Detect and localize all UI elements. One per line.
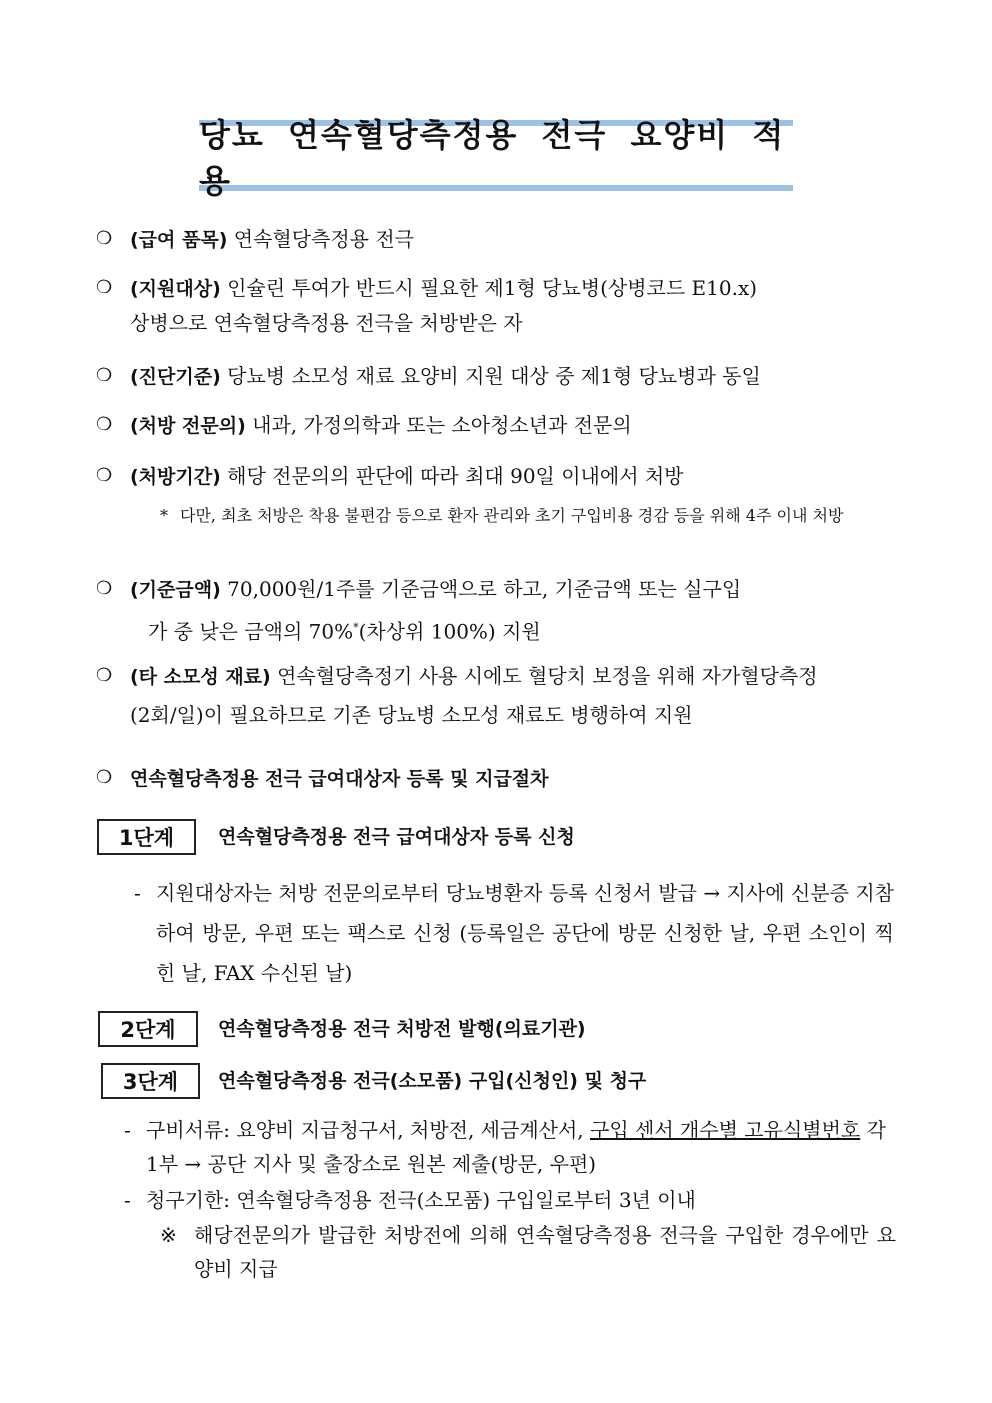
item-continuation-b: (차상위 100%) 지원 bbox=[358, 619, 541, 644]
item-label: (기준금액) bbox=[130, 579, 221, 601]
step-3-badge bbox=[101, 1063, 200, 1099]
footnote-text: 다만, 최초 처방은 착용 불편감 등으로 환자 관리와 초기 구입비용 경감 등을 위해 4주 이내 처방 bbox=[180, 506, 844, 525]
item-label: (진단기준) bbox=[130, 366, 221, 388]
item-text: 인슐린 투여가 반드시 필요한 제1형 당뇨병(상병코드 E10.x) bbox=[227, 276, 758, 300]
item-text: 연속혈당측정기 사용 시에도 혈당치 보정을 위해 자가혈당측정 bbox=[277, 664, 818, 688]
step-3-label: 3단계 bbox=[122, 1070, 179, 1094]
list-item bbox=[96, 459, 898, 494]
step-3-note bbox=[160, 1218, 896, 1286]
item-text: 당뇨병 소모성 재료 요양비 지원 대상 중 제1형 당뇨병과 동일 bbox=[227, 364, 761, 388]
item-continuation: 상병으로 연속혈당측정용 전극을 처방받은 자 bbox=[130, 311, 523, 335]
dash-bullet: - bbox=[124, 1118, 131, 1142]
step-3-documents bbox=[124, 1113, 896, 1181]
item-label: (타 소모성 재료) bbox=[130, 666, 271, 688]
item-text: 해당 전문의의 판단에 따라 최대 90일 이내에서 처방 bbox=[227, 464, 684, 488]
step-1-description bbox=[134, 873, 894, 993]
circle-bullet-icon: ❍ bbox=[96, 465, 113, 486]
underlined-text: 구입 센서 개수별 고유식별번호 bbox=[590, 1118, 861, 1142]
circle-bullet-icon: ❍ bbox=[96, 665, 113, 686]
step-1-title: 연속혈당측정용 전극 급여대상자 등록 신청 bbox=[218, 826, 575, 848]
item-text: 연속혈당측정용 전극 bbox=[233, 227, 415, 251]
item-label: (처방 전문의) bbox=[130, 415, 246, 437]
item-continuation bbox=[148, 611, 898, 649]
item-continuation: (2회/일)이 필요하므로 기존 당뇨병 소모성 재료도 병행하여 지원 bbox=[130, 703, 693, 727]
step-3-deadline bbox=[124, 1183, 896, 1217]
page-title: 당뇨 연속혈당측정용 전극 요양비 적용 bbox=[199, 115, 786, 200]
list-item bbox=[96, 271, 898, 340]
list-item bbox=[96, 359, 898, 394]
step-1-text: 지원대상자는 처방 전문의로부터 당뇨병환자 등록 신청서 발급 → 지사에 신분증 지참하여 방문, 우편 또는 팩스로 신청 (등록일은 공단에 방문 신청한 날, 우편 소인이 찍힌 날, FAX 수신된 날) bbox=[156, 881, 894, 985]
asterisk-icon: * bbox=[160, 506, 168, 525]
item-text: 70,000원/1주를 기준금액으로 하고, 기준금액 또는 실구입 bbox=[227, 577, 742, 601]
circle-bullet-icon: ❍ bbox=[96, 228, 113, 249]
footnote-marker: * bbox=[353, 621, 359, 634]
circle-bullet-icon: ❍ bbox=[96, 277, 113, 298]
dash-bullet: - bbox=[124, 1188, 131, 1212]
circle-bullet-icon: ❍ bbox=[96, 365, 113, 386]
item-label: (급여 품목) bbox=[130, 229, 228, 251]
step-2-title: 연속혈당측정용 전극 처방전 발행(의료기관) bbox=[218, 1018, 586, 1040]
circle-bullet-icon: ❍ bbox=[96, 414, 113, 435]
circle-bullet-icon: ❍ bbox=[96, 767, 113, 788]
footnote bbox=[160, 503, 900, 529]
title-box bbox=[199, 115, 793, 200]
list-item bbox=[96, 222, 898, 257]
item-text: 내과, 가정의학과 또는 소아청소년과 전문의 bbox=[252, 413, 632, 437]
step-3-documents-text bbox=[146, 1113, 896, 1181]
list-item bbox=[96, 408, 898, 443]
step-3-note-text: 해당전문의가 발급한 처방전에 의해 연속혈당측정용 전극을 구입한 경우에만 요양비 지급 bbox=[194, 1223, 896, 1281]
dash-bullet: - bbox=[134, 881, 141, 905]
list-item bbox=[96, 659, 898, 732]
item-label: (처방기간) bbox=[130, 466, 221, 488]
item-label: (지원대상) bbox=[130, 278, 221, 300]
reference-mark-icon: ※ bbox=[160, 1223, 177, 1247]
step-2-badge bbox=[98, 1011, 198, 1047]
step-1-label: 1단계 bbox=[118, 826, 175, 850]
step-1-badge bbox=[97, 819, 196, 855]
deadline-text: 청구기한: 연속혈당측정용 전극(소모품) 구입일로부터 3년 이내 bbox=[146, 1188, 696, 1212]
step-3-title: 연속혈당측정용 전극(소모품) 구입(신청인) 및 청구 bbox=[218, 1070, 647, 1092]
documents-text-tail: 각 1부 → 공단 지사 및 출장소로 원본 제출(방문, 우편) bbox=[146, 1118, 886, 1176]
step-2-label: 2단계 bbox=[120, 1018, 176, 1042]
procedure-heading: 연속혈당측정용 전극 급여대상자 등록 및 지급절차 bbox=[130, 768, 549, 790]
list-item bbox=[96, 761, 898, 796]
documents-text: 구비서류: 요양비 지급청구서, 처방전, 세금계산서, bbox=[146, 1118, 590, 1142]
circle-bullet-icon: ❍ bbox=[96, 578, 113, 599]
list-item bbox=[96, 572, 898, 649]
item-continuation-a: 가 중 낮은 금액의 70% bbox=[148, 619, 354, 644]
